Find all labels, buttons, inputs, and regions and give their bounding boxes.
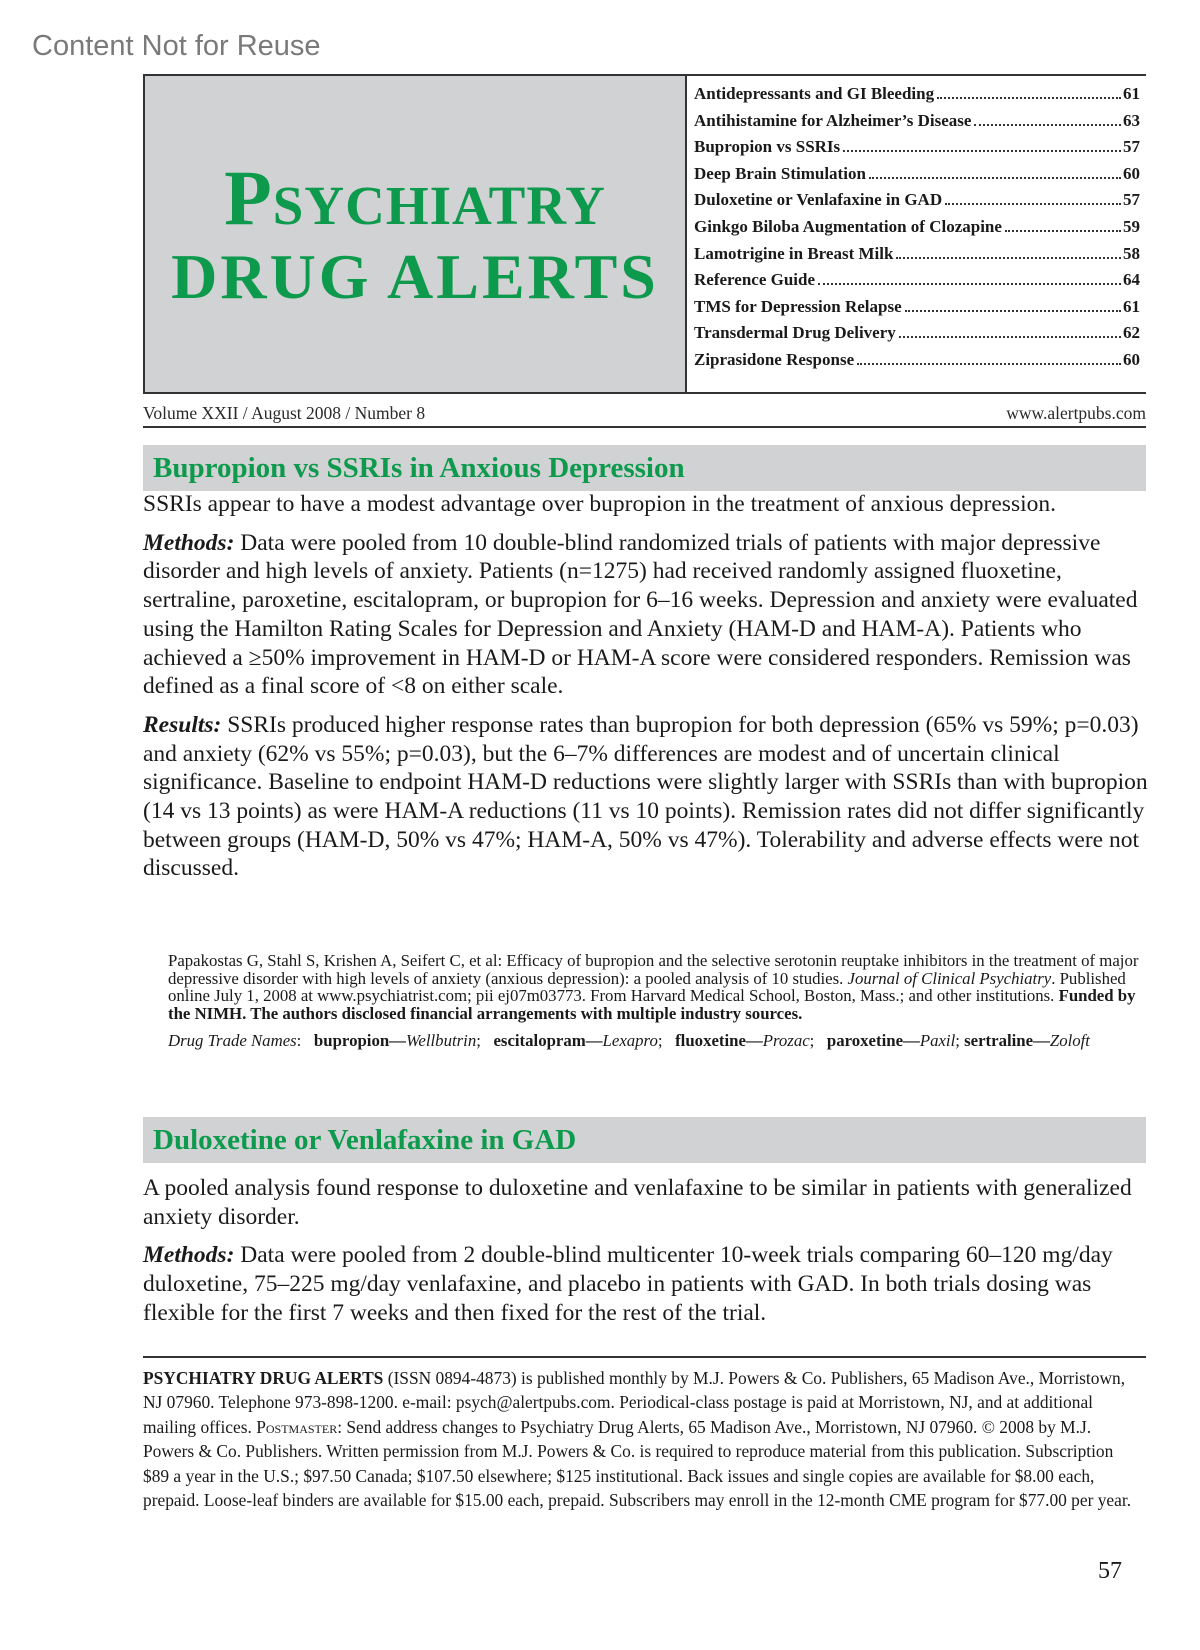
- toc-title: Transdermal Drug Delivery: [694, 323, 896, 343]
- toc-page: 64: [1123, 270, 1140, 290]
- article1-methods: [143, 529, 1153, 701]
- article1-lead: SSRIs appear to have a modest advantage over bupropion in the treatment of anxious depression.: [143, 491, 1057, 517]
- article1-body: [143, 490, 1153, 893]
- citation: [168, 952, 1148, 1022]
- footer-divider: [143, 1356, 1146, 1358]
- generic-name: bupropion—: [313, 1031, 406, 1050]
- toc-title: Ziprasidone Response: [694, 349, 855, 369]
- footer-text-1: (ISSN 0894-4873) is published monthly by M.J. Powers & Co. Publishers, 65 Madison Ave., Morristown, NJ 07960. Telephone 973-898-1200. e-mail: psych@alertpubs.com. Periodical-class postage is paid at Morristown, NJ, and at additional mailing offices.: [143, 1368, 1126, 1437]
- toc-page: 62: [1123, 323, 1140, 343]
- citation-authors-title: Papakostas G, Stahl S, Krishen A, Seifert C, et al: Efficacy of bupropion and the selective serotonin reuptake inhibitors in the treatment of major depressive disorder with high levels of anxiety (anxious depression): a pooled analysis of 10 studies.: [168, 951, 1139, 988]
- logo-title-line1: Psychiatry: [224, 154, 606, 241]
- article1-results: [143, 711, 1153, 883]
- issue-bar: [143, 400, 1146, 428]
- toc-item[interactable]: [694, 137, 1140, 164]
- issue-info: Volume XXII / August 2008 / Number 8: [143, 402, 426, 423]
- brand-name: Lexapro: [602, 1031, 658, 1050]
- citation-funding: Funded by the NIMH. The authors disclosed financial arrangements with multiple industry sources.: [168, 986, 1136, 1023]
- toc-title: Duloxetine or Venlafaxine in GAD: [694, 190, 943, 210]
- toc-item[interactable]: [694, 84, 1140, 111]
- trade-name-pair: [964, 1031, 1090, 1050]
- footer-pub-name: PSYCHIATRY DRUG ALERTS: [143, 1368, 384, 1388]
- toc-leader: [905, 310, 1121, 312]
- toc-page: 60: [1123, 349, 1140, 369]
- methods-text: Data were pooled from 2 double-blind multicenter 10-week trials comparing 60–120 mg/day duloxetine, 75–225 mg/day venlafaxine, and placebo in patients with GAD. In both trials dosing was flexible for the first 7 weeks and then fixed for the rest of the trial.: [143, 1242, 1113, 1326]
- footer-text-2: : Send address changes to Psychiatry Drug Alerts, 65 Madison Ave., Morristown, NJ 07960. © 2008 by M.J. Powers & Co. Publishers. Written permission from M.J. Powers & Co. is required to reproduce material from this publication. Subscription $89 a year in the U.S.; $97.50 Canada; $107.50 elsewhere; $125 institutional. Back issues and single copies are available for $8.00 each, prepaid. Loose-leaf binders are available for $15.00 each, prepaid. Subscribers may enroll in the 12-month CME program for $77.00 per year.: [143, 1416, 1132, 1511]
- toc-page: 61: [1123, 296, 1140, 316]
- citation-published: . Published online July 1, 2008 at www.psychiatrist.com; pii ej07m03773. From Harvard Medical School, Boston, Mass.; and other institutions.: [168, 968, 1126, 1005]
- article2-heading: Duloxetine or Venlafaxine in GAD: [143, 1117, 1146, 1163]
- trade-name-pair: [827, 1031, 955, 1050]
- toc-leader: [1005, 230, 1121, 232]
- trade-name-pair: [675, 1031, 810, 1050]
- toc-leader: [937, 97, 1121, 99]
- toc-leader: [974, 124, 1121, 126]
- toc-leader: [869, 177, 1121, 179]
- toc-leader: [945, 203, 1121, 205]
- article2-lead: A pooled analysis found response to duloxetine and venlafaxine to be similar in patients with generalized anxiety disorder.: [143, 1175, 1132, 1230]
- footer-postmaster: Postmaster: [256, 1416, 338, 1437]
- toc-page: 63: [1123, 110, 1140, 130]
- table-of-contents: [687, 76, 1146, 392]
- toc-item[interactable]: [694, 164, 1140, 191]
- generic-name: escitalopram—: [493, 1031, 603, 1050]
- methods-text: Data were pooled from 10 double-blind randomized trials of patients with major depressive disorder and high levels of anxiety. Patients (n=1275) had received randomly assigned fluoxetine, sertraline, paroxetine, escitalopram, or bupropion for 6–16 weeks. Depression and anxiety were evaluated using the Hamilton Rating Scales for Depression and Anxiety (HAM-D and HAM-A). Patients who achieved a ≥50% improvement in HAM-D or HAM-A score were considered responders. Remission was defined as a final score of <8 on either scale.: [143, 529, 1138, 700]
- toc-page: 60: [1123, 163, 1140, 183]
- toc-item[interactable]: [694, 323, 1140, 350]
- toc-item[interactable]: [694, 111, 1140, 138]
- toc-title: Antihistamine for Alzheimer’s Disease: [694, 110, 972, 130]
- brand-name: Paxil: [919, 1031, 956, 1050]
- toc-leader: [857, 363, 1121, 365]
- generic-name: fluoxetine—: [675, 1031, 763, 1050]
- logo-title-line2: DRUG ALERTS: [171, 241, 659, 312]
- toc-leader: [896, 257, 1121, 259]
- generic-name: sertraline—: [964, 1031, 1050, 1050]
- toc-leader: [818, 283, 1121, 285]
- toc-title: Bupropion vs SSRIs: [694, 137, 841, 157]
- masthead: [143, 74, 1146, 394]
- trade-names: Drug Trade Names: bupropion—Wellbutrin; escitalopram—Lexapro; fluoxetine—Prozac; paroxetine—Paxil; sertraline—Zoloft: [168, 1031, 1090, 1050]
- toc-leader: [899, 336, 1121, 338]
- toc-title: Deep Brain Stimulation: [694, 163, 866, 183]
- toc-item[interactable]: [694, 270, 1140, 297]
- citation-journal: Journal of Clinical Psychiatry: [847, 968, 1052, 988]
- trade-name-pair: [493, 1031, 657, 1050]
- toc-leader: [843, 150, 1121, 152]
- toc-page: 57: [1123, 190, 1140, 210]
- toc-item[interactable]: [694, 350, 1140, 377]
- toc-title: TMS for Depression Relapse: [694, 296, 902, 316]
- methods-label: Methods:: [143, 1242, 235, 1269]
- toc-item[interactable]: [694, 190, 1140, 217]
- article1-heading: Bupropion vs SSRIs in Anxious Depression: [143, 445, 1146, 491]
- toc-item[interactable]: [694, 217, 1140, 244]
- toc-title: Lamotrigine in Breast Milk: [694, 243, 894, 263]
- logo: [145, 76, 687, 392]
- trade-name-pair: [314, 1031, 476, 1050]
- generic-name: paroxetine—: [826, 1031, 920, 1050]
- publication-footer: [143, 1366, 1143, 1512]
- article1-references: [168, 952, 1148, 1060]
- toc-page: 61: [1123, 84, 1140, 103]
- watermark: Content Not for Reuse: [32, 30, 321, 62]
- article2-body: [143, 1174, 1153, 1338]
- toc-item[interactable]: [694, 297, 1140, 324]
- website-link[interactable]: www.alertpubs.com: [1006, 402, 1146, 423]
- toc-title: Antidepressants and GI Bleeding: [694, 84, 935, 103]
- toc-page: 58: [1123, 243, 1140, 263]
- page-number: 57: [1098, 1558, 1122, 1584]
- trade-names-label: Drug Trade Names: [168, 1031, 297, 1050]
- article2-methods: [143, 1241, 1153, 1327]
- methods-label: Methods:: [143, 529, 235, 556]
- brand-name: Prozac: [762, 1031, 810, 1050]
- results-text: SSRIs produced higher response rates than bupropion for both depression (65% vs 59%; p=0.03) and anxiety (62% vs 55%; p=0.03), but the 6–7% differences are modest and of uncertain clinical significance. Baseline to endpoint HAM-D reductions were slightly larger with SSRIs than with bupropion (14 vs 13 points) as were HAM-A reductions (11 vs 10 points). Remission rates did not differ significantly between groups (HAM-D, 50% vs 47%; HAM-A, 50% vs 47%). Tolerability and adverse effects were not discussed.: [143, 711, 1148, 882]
- toc-page: 57: [1123, 137, 1140, 157]
- toc-item[interactable]: [694, 244, 1140, 271]
- toc-title: Reference Guide: [694, 270, 816, 290]
- brand-name: Wellbutrin: [405, 1031, 477, 1050]
- brand-name: Zoloft: [1049, 1031, 1090, 1050]
- results-label: Results:: [143, 711, 222, 738]
- toc-title: Ginkgo Biloba Augmentation of Clozapine: [694, 216, 1002, 236]
- toc-page: 59: [1123, 216, 1140, 236]
